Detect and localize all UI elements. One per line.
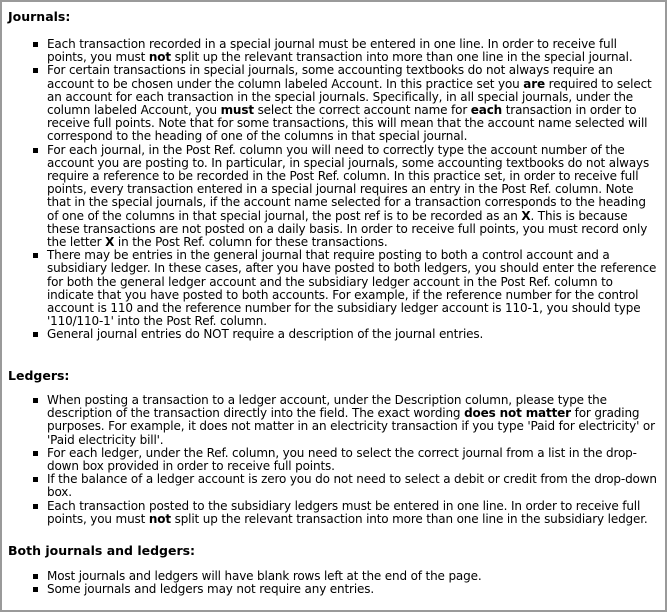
item-text: required to select an account for each transaction in the special journals. Specifically, in all special journals, under the column labeled Account, you: [47, 76, 652, 118]
emphasis-text: each: [470, 103, 503, 118]
emphasis-text: not: [148, 511, 171, 526]
item-text: select the correct account name for: [253, 103, 471, 118]
list-item: [30, 144, 657, 250]
item-text: If the balance of a ledger account is zero you do not need to select a debit or credit from the drop-down box.: [47, 472, 657, 500]
emphasis-text: are: [523, 76, 546, 91]
emphasis-text: must: [220, 103, 254, 118]
item-text: . This is because these transactions are not posted on a daily basis. In order to receive full points, you must record only the letter: [47, 208, 648, 250]
emphasis-text: X: [521, 208, 531, 223]
item-text: There may be entries in the general journal that require posting to both a control account and a subsidiary ledger. In these cases, after you have posted to both ledgers, you should enter the reference for both the general ledger account and the subsidiary ledger account in the Post Ref. column to indicate that you have posted to both accounts. For example, if the reference number for the control account is 110 and the reference number for the subsidiary ledger account is 110-1, you should type '110/110-1' into the Post Ref. column.: [47, 248, 657, 329]
emphasis-text: X: [105, 235, 115, 250]
both-list: [30, 570, 657, 596]
item-text: For certain transactions in special journals, some accounting textbooks do not always require an account to be chosen under the column labeled Account. In this practice set you: [47, 63, 613, 91]
emphasis-text: not: [148, 50, 171, 65]
item-text: split up the relevant transaction into more than one line in the subsidiary ledger.: [170, 511, 648, 526]
section-title-journals: Journals:: [8, 9, 71, 24]
item-text: For each ledger, under the Ref. column, you need to select the correct journal from a list in the drop-down box provided in order to receive full points.: [47, 445, 637, 474]
emphasis-text: does not matter: [464, 406, 571, 421]
list-item: [30, 583, 657, 596]
ledgers-list: [30, 394, 657, 526]
item-text: Each transaction posted to the subsidiary ledgers must be entered in one line. In order to receive full points, you must: [47, 498, 641, 526]
item-text: transaction in order to receive full points. Note that for some transactions, this will mean that the account name selected will correspond to the heading of one of the columns in that special journal.: [47, 103, 648, 144]
list-item: [30, 473, 657, 499]
list-item: [30, 64, 657, 143]
item-text: Some journals and ledgers may not require any entries.: [47, 582, 375, 597]
list-item: [30, 500, 657, 526]
item-text: General journal entries do NOT require a description of the journal entries.: [47, 327, 484, 342]
item-text: Most journals and ledgers will have blank rows left at the end of the page.: [47, 569, 482, 583]
list-item: [30, 38, 657, 64]
section-title-both: Both journals and ledgers:: [8, 543, 196, 558]
section-title-ledgers: Ledgers:: [8, 368, 70, 383]
list-item: [30, 394, 657, 447]
item-text: for grading purposes. For example, it does not matter in an electricity transaction if you type 'Paid for electricity' or 'Paid electricity bill'.: [47, 406, 655, 447]
item-text: split up the relevant transaction into more than one line in the special journal.: [170, 50, 633, 65]
item-text: When posting a transaction to a ledger account, under the Description column, please type the description of the transaction directly into the field. The exact wording: [47, 393, 607, 421]
list-item: [30, 249, 657, 328]
item-text: Each transaction recorded in a special journal must be entered in one line. In order to receive full points, you must: [47, 37, 617, 65]
item-text: For each journal, in the Post Ref. column you will need to correctly type the account number of the account you are posting to. In particular, in special journals, some accounting textbooks do not always require a reference to be recorded in the Post Ref. column. In this practice set, in order to receive full points, every transaction entered in a special journal requires an entry in the Post Ref. column. Note that in the special journals, if the account name selected for a transaction corresponds to the heading of one of the columns in that special journal, the post ref is to be recorded as an: [47, 142, 650, 223]
list-item: [30, 447, 657, 473]
journals-list: [30, 38, 657, 342]
list-item: [30, 328, 657, 341]
item-text: in the Post Ref. column for these transactions.: [114, 235, 388, 250]
